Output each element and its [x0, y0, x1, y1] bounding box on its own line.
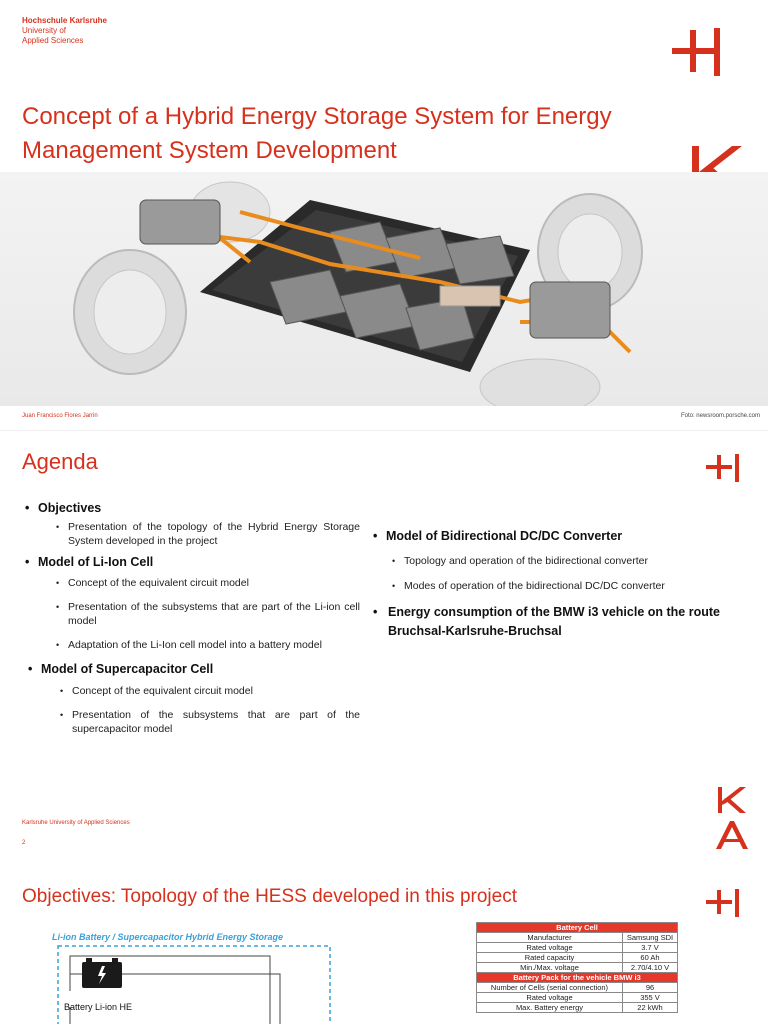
agenda-item: • Presentation of the topology of the Hybrid Energy Storage System developed in the project [54, 520, 360, 548]
agenda-item: • Concept of the equivalent circuit model [54, 576, 360, 590]
table-section-header: Battery Cell [477, 923, 678, 933]
battery-label: Battery Li-ion HE [64, 1002, 133, 1012]
agenda-item: • Presentation of the subsystems that are part of the Li-ion cell model [54, 600, 360, 628]
agenda-item: • Topology and operation of the bidirectional converter [390, 554, 746, 568]
objectives-title: Objectives: Topology of the HESS developed in this project [22, 886, 517, 907]
agenda-right-column [370, 529, 746, 641]
agenda-heading-li-ion: • Model of Li-Ion Cell [22, 555, 360, 569]
ka-logo-small [712, 785, 752, 853]
table-value-cell: 60 Ah [623, 953, 678, 963]
table-header-row [477, 973, 678, 983]
table-label-cell: Rated voltage [477, 993, 623, 1003]
battery-icon [82, 958, 122, 988]
table-label-cell: Max. Battery energy [477, 1003, 623, 1013]
table-value-cell: 355 V [623, 993, 678, 1003]
table-row [477, 983, 678, 993]
table-row [477, 953, 678, 963]
agenda-item: • Presentation of the subsystems that are part of the supercapacitor model [58, 708, 360, 736]
author-name: Juan Francisco Flores Jarrin [22, 413, 98, 419]
hka-logo-small [704, 888, 748, 918]
table-row [477, 963, 678, 973]
agenda-title: Agenda [22, 449, 98, 474]
agenda-slide [0, 430, 768, 860]
objectives-slide [0, 860, 768, 1024]
table-label-cell: Number of Cells (serial connection) [477, 983, 623, 993]
university-name: Hochschule Karlsruhe University of Applied Sciences [22, 16, 107, 45]
agenda-heading-dcdc: • Model of Bidirectional DC/DC Converter [370, 529, 746, 543]
table-label-cell: Min./Max. voltage [477, 963, 623, 973]
photo-credit: Foto: newsroom.porsche.com [680, 413, 760, 419]
agenda-item: • Modes of operation of the bidirectional DC/DC converter [390, 579, 746, 593]
table-section-header: Battery Pack for the vehicle BMW i3 [477, 973, 678, 983]
table-row [477, 943, 678, 953]
agenda-item: • Adaptation of the Li-Ion cell model into a battery model [54, 638, 360, 652]
table-header-row [477, 923, 678, 933]
table-row [477, 993, 678, 1003]
battery-spec-table [476, 922, 678, 1013]
table-label-cell: Rated capacity [477, 953, 623, 963]
agenda-item: • Concept of the equivalent circuit model [58, 684, 360, 698]
title-slide [0, 0, 768, 430]
footer-text: Karlsruhe University of Applied Sciences [22, 820, 130, 826]
ev-chassis-image [0, 172, 768, 406]
agenda-left-column [22, 501, 360, 736]
presentation-title: Concept of a Hybrid Energy Storage System for Energy Management System Development [22, 103, 612, 164]
table-label-cell: Manufacturer [477, 933, 623, 943]
page-number: 2 [22, 840, 26, 846]
table-value-cell: 2.70/4.10 V [623, 963, 678, 973]
table-label-cell: Rated voltage [477, 943, 623, 953]
diagram-title: Li-ion Battery / Supercapacitor Hybrid Energy Storage [52, 932, 284, 942]
table-value-cell: 22 kWh [623, 1003, 678, 1013]
table-row [477, 933, 678, 943]
agenda-heading-energy: • Energy consumption of the BMW i3 vehicle on the route Bruchsal-Karlsruhe-Bruchsal [370, 603, 746, 641]
table-row [477, 1003, 678, 1013]
table-value-cell: 3.7 V [623, 943, 678, 953]
table-value-cell: 96 [623, 983, 678, 993]
agenda-heading-supercap: • Model of Supercapacitor Cell [25, 662, 360, 676]
hka-logo-small [704, 453, 748, 483]
table-value-cell: Samsung SDI [623, 933, 678, 943]
agenda-heading-objectives: • Objectives [22, 501, 360, 515]
